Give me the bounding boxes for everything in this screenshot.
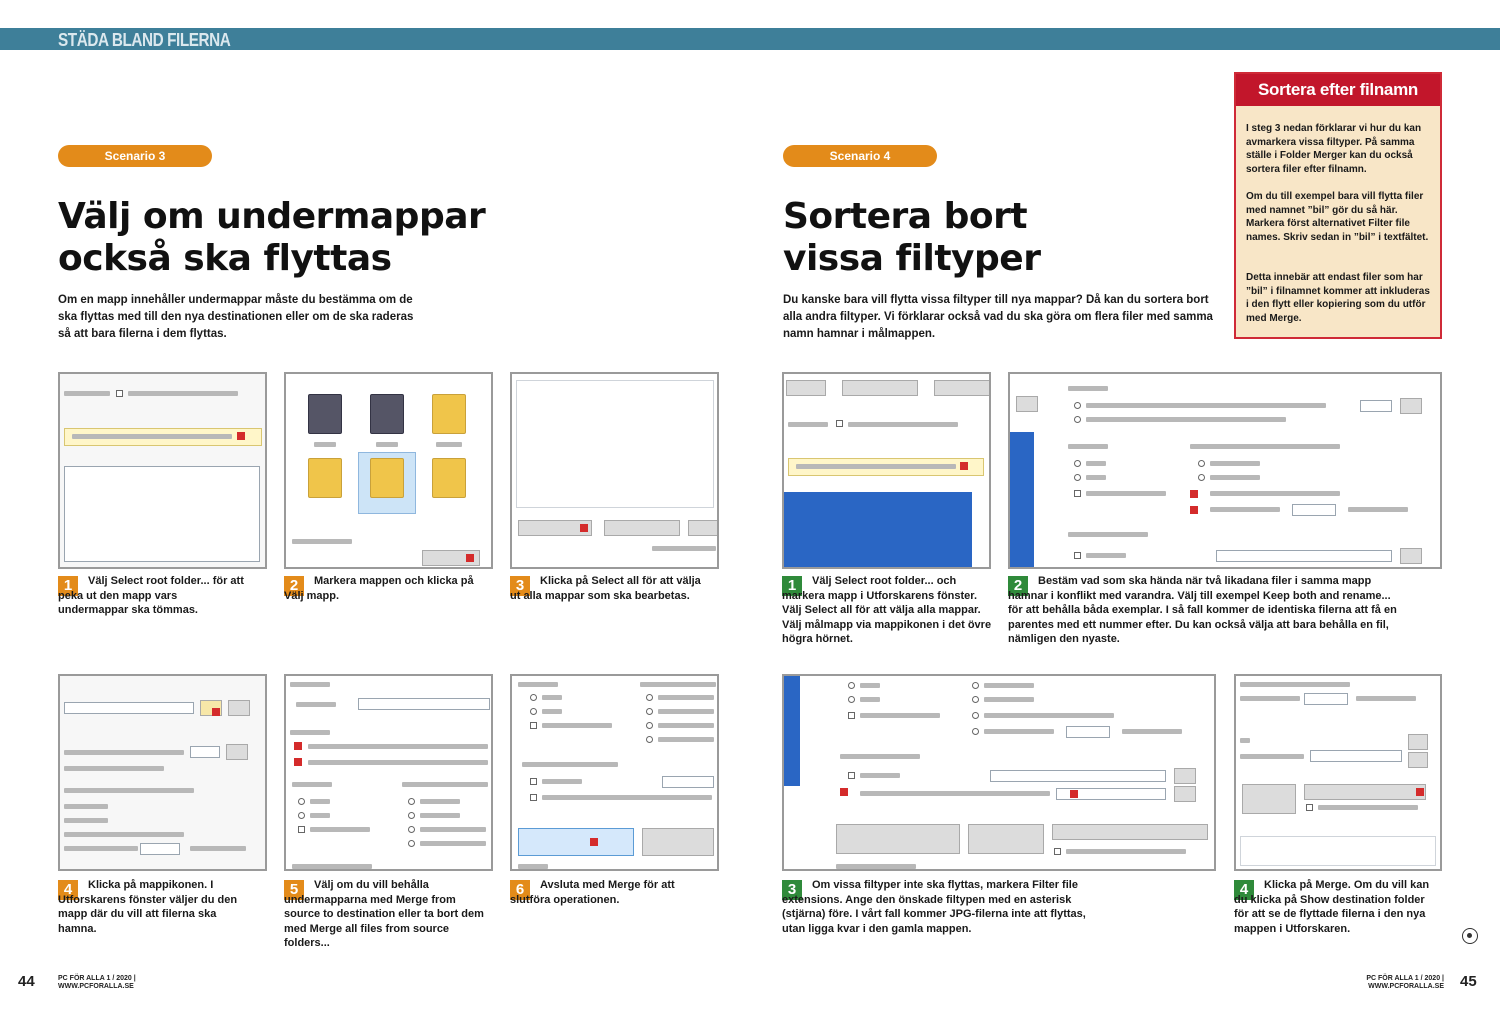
step-number-1: 1 [58,576,78,596]
step-number-r3: 3 [782,880,802,900]
page-number-right: 45 [1460,973,1477,990]
step-number-5: 5 [284,880,304,900]
step-caption-5: Välj om du vill behålla undermapparna med Merge from source to destination eller ta bort dem med Merge all files from source folders... [284,879,484,949]
screenshot-step-r2 [1008,372,1442,569]
step-caption-r1: Välj Select root folder... och markera mapp i Utforskarens fönster. Välj Select all för att välja alla mappar. Välj målmapp via mappikonen i det övre högra hörnet. [782,575,992,645]
article-title-line2: också ska flyttas [58,238,392,279]
step-caption-3: Klicka på Select all för att välja ut alla mappar som ska bearbetas. [510,575,701,602]
screenshot-step-r4 [1234,674,1442,871]
step-caption-r2: Bestäm vad som ska hända när två likadana filer i samma mapp hamnar i konflikt med varandra. Välj till exempel Keep both and rename... för att behålla båda exemplar. I så fall kommer de identiska filerna att få en parentes med ett nummer efter. Du kan också välja att bara behålla en fil, nämligen den nyaste. [1008,575,1397,645]
scenario-badge: Scenario 4 [783,145,937,167]
article-intro: Du kanske bara vill flytta vissa filtyper till nya mappar? Då kan du sortera bort alla andra filtyper. Vi förklarar också vad du ska göra om flera filer med samma namn hamnar i målmappen. [783,294,1213,340]
screenshot-step-5 [284,674,493,871]
screenshot-step-1 [58,372,267,569]
step-number-r2: 2 [1008,576,1028,596]
sidebar-paragraph-1: I steg 3 nedan förklarar vi hur du kan avmarkera vissa filtyper. På samma ställe i Folder Merger kan du också sortera filer efter filnamn. [1246,123,1422,175]
step-caption-4: Klicka på mappikonen. I Utforskarens fönster väljer du den mapp där du vill att filerna ska hamna. [58,879,238,935]
step-number-6: 6 [510,880,530,900]
screenshot-step-r1 [782,372,991,569]
sidebar-paragraph-3: Detta innebär att endast filer som har ”bil” i filnamnet kommer att inkluderas i den flytt eller kopiering som du utför med Merge. [1246,272,1430,324]
screenshot-step-6 [510,674,719,871]
step-caption-2: Markera mappen och klicka på Välj mapp. [284,575,474,602]
article-title-line1: Sortera bort [783,196,1028,237]
step-caption-6: Avsluta med Merge för att slutföra operationen. [510,879,675,906]
step-number-3: 3 [510,576,530,596]
page-number-left: 44 [18,973,35,990]
article-title-line2: vissa filtyper [783,238,1041,279]
step-caption-r3: Om vissa filtyper inte ska flyttas, markera Filter file extensions. Ange den önskade filtypen med en asterisk (stjärna) före. I vårt fall kommer JPG-filerna inte att flyttas, utan ligga kvar i den gamla mappen. [782,879,1086,935]
scenario-badge: Scenario 3 [58,145,212,167]
section-title: STÄDA BLAND FILERNA [58,30,231,50]
sidebar-paragraph-2: Om du till exempel bara vill flytta filer med namnet ”bil” gör du så här. Markera först alternativet Filter file names. Skriv sedan in ”bil” i textfältet. [1246,191,1429,243]
article-intro: Om en mapp innehåller undermappar måste du bestämma om de ska flyttas med till den nya destinationen eller om de ska raderas så att bara filerna i dem flyttas. [58,294,414,340]
step-number-r1: 1 [782,576,802,596]
publication-credit-right: PC FÖR ALLA 1 / 2020 | WWW.PCFORALLA.SE [1366,975,1444,990]
step-caption-r4: Klicka på Merge. Om du vill kan du klicka på Show destination folder för att se de flyttade filerna i den nya mappen i Utforskaren. [1234,879,1430,935]
sidebar-box [1234,72,1442,339]
step-caption-1: Välj Select root folder... för att peka ut den mapp vars undermappar ska tömmas. [58,575,244,616]
step-number-r4: 4 [1234,880,1254,900]
screenshot-step-r3 [782,674,1216,871]
step-number-4: 4 [58,880,78,900]
publication-credit-left: PC FÖR ALLA 1 / 2020 | WWW.PCFORALLA.SE [58,975,136,990]
screenshot-step-2 [284,372,493,569]
article-title-line1: Välj om undermappar [58,196,486,237]
screenshot-step-3 [510,372,719,569]
end-mark-icon [1462,928,1478,944]
sidebar-heading: Sortera efter filnamn [1236,74,1440,106]
screenshot-step-4 [58,674,267,871]
step-number-2: 2 [284,576,304,596]
